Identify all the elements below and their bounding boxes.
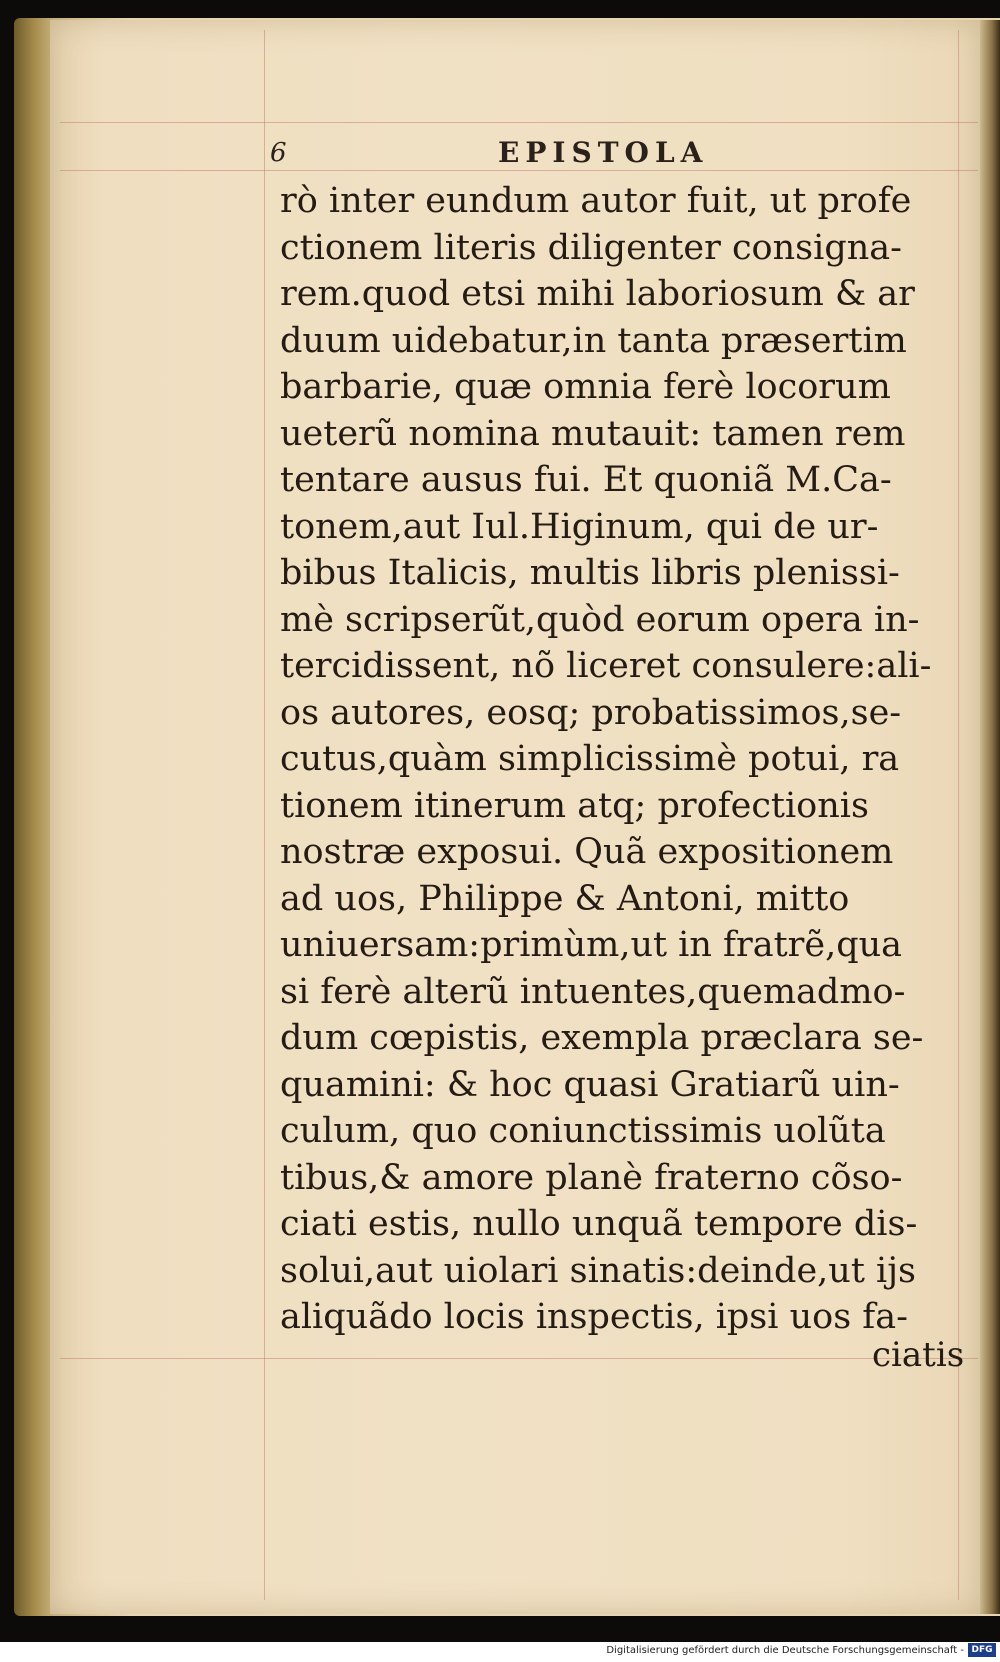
text-line: ciati estis, nullo unquã tempore dis- <box>280 1204 918 1244</box>
text-line: tonem,aut Iul.Higinum, qui de ur- <box>280 506 879 547</box>
footer-credit: Digitalisierung gefördert durch die Deutsche Forschungsgemeinschaft - <box>606 1645 964 1656</box>
page-number: 6 <box>270 138 287 168</box>
text-line: nostræ exposui. Quã expositionem <box>280 832 894 872</box>
text-block <box>280 178 960 1341</box>
running-head <box>270 136 950 176</box>
running-title: EPISTOLA <box>498 136 709 169</box>
text-line: cutus,quàm simplicissimè potui, ra <box>280 739 900 779</box>
text-line: ctionem literis diligenter consigna- <box>280 227 902 268</box>
text-line: si ferè alterũ intuentes,quemadmo- <box>280 971 906 1012</box>
text-line: duum uidebatur,in tanta præsertim <box>280 320 907 361</box>
text-line: quamini: & hoc quasi Gratiarũ uin- <box>280 1064 900 1105</box>
dfg-logo-icon: DFG <box>968 1643 996 1657</box>
text-line: tentare ausus fui. Et quoniã M.Ca- <box>280 460 892 500</box>
text-line: tionem itinerum atq; profectionis <box>280 785 869 826</box>
text-line: uniuersam:primùm,ut in fratrẽ,qua <box>280 925 903 965</box>
text-line: barbarie, quæ omnia ferè locorum <box>280 367 891 407</box>
text-line: aliquãdo locis inspectis, ipsi uos fa- <box>280 1297 908 1337</box>
catchword: ciatis <box>872 1335 965 1375</box>
text-line: mè scripserũt,quòd eorum opera in- <box>280 599 920 640</box>
text-line: rò inter eundum autor fuit, ut profe <box>280 181 912 221</box>
gutter-edge <box>980 20 1000 1614</box>
text-line: bibus Italicis, multis libris plenissi- <box>280 553 900 593</box>
text-line: ad uos, Philippe & Antoni, mitto <box>280 878 850 919</box>
text-line: os autores, eosq; probatissimos,se- <box>280 692 902 733</box>
ruling-line-top <box>60 122 978 123</box>
text-line: culum, quo coniunctissimis uolũta <box>280 1111 886 1151</box>
text-line: solui,aut uiolari sinatis:deinde,ut ijs <box>280 1250 917 1291</box>
text-line: tibus,& amore planè fraterno cõso- <box>280 1157 903 1198</box>
text-line: ueterũ nomina mutauit: tamen rem <box>280 413 906 454</box>
text-line: dum cœpistis, exempla præclara se- <box>280 1018 924 1058</box>
ruling-line-bottom <box>60 1358 978 1359</box>
ruling-line-left <box>264 30 265 1600</box>
text-line: tercidissent, nõ liceret consulere:ali- <box>280 646 932 686</box>
text-line: rem.quod etsi mihi laboriosum & ar <box>280 274 915 314</box>
